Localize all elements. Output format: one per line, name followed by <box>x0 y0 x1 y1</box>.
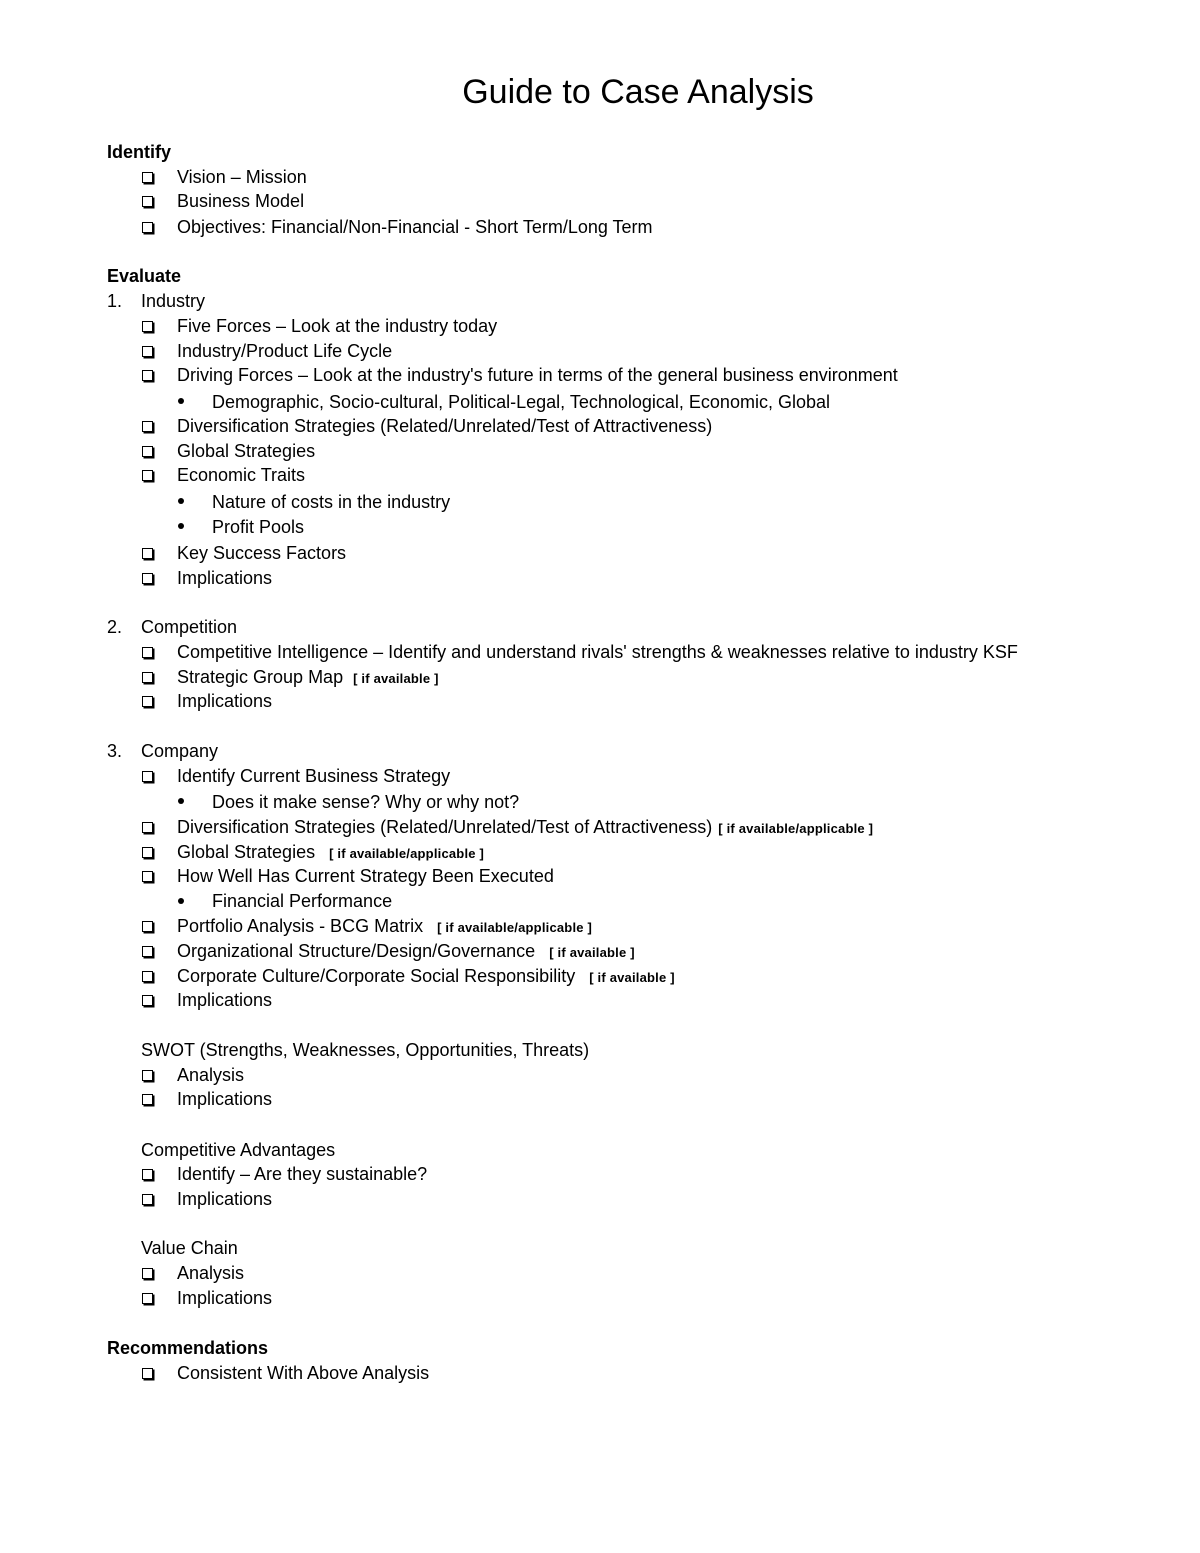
item-text: Organizational Structure/Design/Governance <box>177 941 536 961</box>
checkbox-icon <box>142 196 153 207</box>
checkbox-icon <box>142 822 153 833</box>
list-item: Competitive Intelligence – Identify and understand rivals' strengths & weaknesses relative to industry KSF <box>177 642 1018 662</box>
checkbox-icon <box>142 847 153 858</box>
item-text: Portfolio Analysis - BCG Matrix <box>177 916 424 936</box>
industry-section-label: Industry <box>141 291 206 311</box>
list-item <box>177 841 484 865</box>
list-item: Key Success Factors <box>177 543 347 563</box>
list-item: Implications <box>177 568 273 588</box>
checkbox-icon <box>142 696 153 707</box>
availability-note: [ if available/applicable ] <box>718 821 874 836</box>
availability-note: [ if available/applicable ] <box>437 920 593 935</box>
section-number: 3. <box>107 741 123 761</box>
sub-list-item: Profit Pools <box>212 517 305 537</box>
identify-heading: Identify <box>107 142 172 162</box>
company-section-label: Company <box>141 741 219 761</box>
list-item: Global Strategies <box>177 441 316 461</box>
checkbox-icon <box>142 470 153 481</box>
list-item <box>177 666 439 690</box>
sub-list-item: Demographic, Socio-cultural, Political-Legal, Technological, Economic, Global <box>212 392 830 412</box>
list-item: Industry/Product Life Cycle <box>177 341 393 361</box>
list-item: Identify – Are they sustainable? <box>177 1164 428 1184</box>
availability-note: [ if available/applicable ] <box>329 846 485 861</box>
checkbox-icon <box>142 1268 153 1279</box>
bullet-icon <box>178 498 184 504</box>
list-item: Implications <box>177 990 273 1010</box>
recommendations-heading: Recommendations <box>107 1338 269 1358</box>
list-item: Implications <box>177 1288 273 1308</box>
swot-label: SWOT (Strengths, Weaknesses, Opportunities, Threats) <box>141 1040 590 1060</box>
checkbox-icon <box>142 222 153 233</box>
checkbox-icon <box>142 548 153 559</box>
item-text: Global Strategies <box>177 842 316 862</box>
list-item <box>177 816 873 840</box>
list-item: Analysis <box>177 1065 245 1085</box>
checkbox-icon <box>142 647 153 658</box>
list-item: Vision – Mission <box>177 167 307 187</box>
list-item: How Well Has Current Strategy Been Executed <box>177 866 554 886</box>
checkbox-icon <box>142 771 153 782</box>
bullet-icon <box>178 523 184 529</box>
list-item <box>177 940 635 964</box>
checkbox-icon <box>142 346 153 357</box>
checkbox-icon <box>142 370 153 381</box>
availability-note: [ if available ] <box>549 945 635 960</box>
checkbox-icon <box>142 1070 153 1081</box>
checkbox-icon <box>142 446 153 457</box>
list-item <box>177 915 592 939</box>
list-item <box>177 965 675 989</box>
list-item: Objectives: Financial/Non-Financial - Short Term/Long Term <box>177 217 653 237</box>
checkbox-icon <box>142 1194 153 1205</box>
checkbox-icon <box>142 1293 153 1304</box>
checkbox-icon <box>142 1094 153 1105</box>
checkbox-icon <box>142 172 153 183</box>
item-text: Corporate Culture/Corporate Social Responsibility <box>177 966 576 986</box>
list-item: Analysis <box>177 1263 245 1283</box>
item-text: Diversification Strategies (Related/Unrelated/Test of Attractiveness) <box>177 817 713 837</box>
section-number: 1. <box>107 291 123 311</box>
list-item: Driving Forces – Look at the industry's future in terms of the general business environment <box>177 365 898 385</box>
checkbox-icon <box>142 995 153 1006</box>
competition-section-label: Competition <box>141 617 238 637</box>
checkbox-icon <box>142 672 153 683</box>
list-item: Implications <box>177 1089 273 1109</box>
checkbox-icon <box>142 321 153 332</box>
availability-note: [ if available ] <box>589 970 675 985</box>
bullet-icon <box>178 398 184 404</box>
list-item: Business Model <box>177 191 305 211</box>
bullet-icon <box>178 898 184 904</box>
item-text: Strategic Group Map <box>177 667 344 687</box>
checkbox-icon <box>142 573 153 584</box>
sub-list-item: Does it make sense? Why or why not? <box>212 792 520 812</box>
list-item: Implications <box>177 691 273 711</box>
list-item: Five Forces – Look at the industry today <box>177 316 498 336</box>
checkbox-icon <box>142 1169 153 1180</box>
checkbox-icon <box>142 921 153 932</box>
checkbox-icon <box>142 871 153 882</box>
sub-list-item: Financial Performance <box>212 891 393 911</box>
list-item: Economic Traits <box>177 465 306 485</box>
sub-list-item: Nature of costs in the industry <box>212 492 451 512</box>
list-item: Diversification Strategies (Related/Unrelated/Test of Attractiveness) <box>177 416 713 436</box>
checkbox-icon <box>142 421 153 432</box>
section-number: 2. <box>107 617 123 637</box>
value-chain-label: Value Chain <box>141 1238 238 1258</box>
list-item: Identify Current Business Strategy <box>177 766 451 786</box>
list-item: Consistent With Above Analysis <box>177 1363 430 1383</box>
competitive-advantages-label: Competitive Advantages <box>141 1140 336 1160</box>
checkbox-icon <box>142 971 153 982</box>
checkbox-icon <box>142 946 153 957</box>
availability-note: [ if available ] <box>353 671 439 686</box>
bullet-icon <box>178 798 184 804</box>
evaluate-heading: Evaluate <box>107 266 182 286</box>
checkbox-icon <box>142 1368 153 1379</box>
list-item: Implications <box>177 1189 273 1209</box>
page-title: Guide to Case Analysis <box>462 73 814 111</box>
